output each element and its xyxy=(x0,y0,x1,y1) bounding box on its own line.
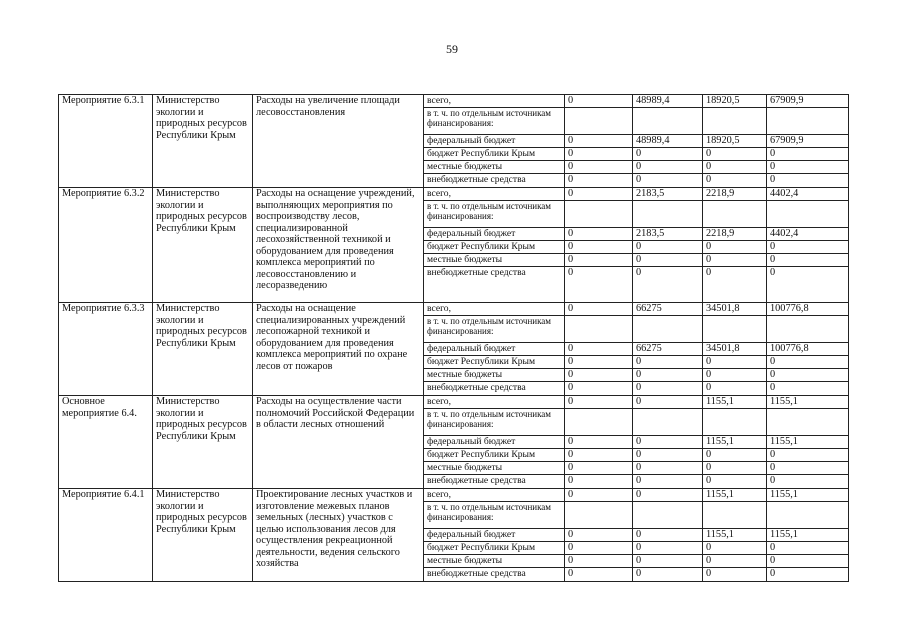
amount-cell: 0 xyxy=(767,148,849,161)
amount-cell: 2183,5 xyxy=(633,188,703,201)
amount-cell xyxy=(767,316,849,343)
amount-cell xyxy=(565,108,633,135)
amount-cell: 0 xyxy=(703,254,767,267)
table-row xyxy=(59,303,849,316)
measure-label: Мероприятие 6.3.2 xyxy=(59,188,153,303)
amount-cell: 0 xyxy=(703,449,767,462)
amount-cell xyxy=(633,201,703,228)
amount-cell: 2218,9 xyxy=(703,188,767,201)
amount-cell: 0 xyxy=(565,369,633,382)
amount-cell: 0 xyxy=(565,475,633,489)
amount-cell xyxy=(633,502,703,529)
funding-source: всего, xyxy=(424,303,565,316)
amount-cell: 0 xyxy=(565,542,633,555)
amount-cell: 18920,5 xyxy=(703,95,767,108)
amount-cell: 0 xyxy=(565,174,633,188)
amount-cell: 0 xyxy=(703,267,767,303)
funding-source: всего, xyxy=(424,396,565,409)
funding-source: бюджет Республики Крым xyxy=(424,356,565,369)
amount-cell: 0 xyxy=(633,148,703,161)
amount-cell: 0 xyxy=(633,489,703,502)
amount-cell: 0 xyxy=(565,135,633,148)
amount-cell xyxy=(703,316,767,343)
amount-cell: 0 xyxy=(767,267,849,303)
amount-cell: 0 xyxy=(703,568,767,582)
funding-source: внебюджетные средства xyxy=(424,174,565,188)
funding-source: федеральный бюджет xyxy=(424,343,565,356)
measure-description: Расходы на оснащение специализированных учреждений лесопожарной техникой и оборудованием для проведения комплекса мероприятий по охране лесов от пожаров xyxy=(253,303,424,396)
funding-source: в т. ч. по отдельным источникам финансирования: xyxy=(424,409,565,436)
amount-cell: 0 xyxy=(633,529,703,542)
funding-source: в т. ч. по отдельным источникам финансирования: xyxy=(424,502,565,529)
amount-cell: 4402,4 xyxy=(767,228,849,241)
amount-cell: 0 xyxy=(565,529,633,542)
amount-cell: 0 xyxy=(565,303,633,316)
amount-cell: 0 xyxy=(767,241,849,254)
amount-cell: 0 xyxy=(565,188,633,201)
amount-cell: 0 xyxy=(565,241,633,254)
amount-cell: 0 xyxy=(633,449,703,462)
amount-cell xyxy=(565,316,633,343)
amount-cell xyxy=(767,201,849,228)
funding-source: бюджет Республики Крым xyxy=(424,148,565,161)
amount-cell: 0 xyxy=(767,568,849,582)
amount-cell: 0 xyxy=(633,436,703,449)
funding-source: всего, xyxy=(424,188,565,201)
amount-cell: 0 xyxy=(565,462,633,475)
amount-cell xyxy=(767,409,849,436)
amount-cell: 34501,8 xyxy=(703,343,767,356)
responsible-agency: Министерство экологии и природных ресурсов Республики Крым xyxy=(153,95,253,188)
amount-cell: 0 xyxy=(565,568,633,582)
amount-cell: 0 xyxy=(565,382,633,396)
funding-source: в т. ч. по отдельным источникам финансирования: xyxy=(424,316,565,343)
amount-cell: 0 xyxy=(633,462,703,475)
amount-cell: 0 xyxy=(633,254,703,267)
amount-cell: 0 xyxy=(633,568,703,582)
amount-cell: 0 xyxy=(703,369,767,382)
page-number: 59 xyxy=(446,42,458,56)
funding-source: местные бюджеты xyxy=(424,462,565,475)
amount-cell: 0 xyxy=(633,356,703,369)
amount-cell: 1155,1 xyxy=(703,436,767,449)
amount-cell xyxy=(703,201,767,228)
measure-description: Расходы на увеличение площади лесовосстановления xyxy=(253,95,424,188)
funding-source: федеральный бюджет xyxy=(424,135,565,148)
amount-cell: 0 xyxy=(565,436,633,449)
amount-cell: 0 xyxy=(565,161,633,174)
amount-cell: 2218,9 xyxy=(703,228,767,241)
responsible-agency: Министерство экологии и природных ресурсов Республики Крым xyxy=(153,396,253,489)
amount-cell: 100776,8 xyxy=(767,303,849,316)
amount-cell: 67909,9 xyxy=(767,135,849,148)
funding-source: внебюджетные средства xyxy=(424,568,565,582)
amount-cell xyxy=(703,108,767,135)
amount-cell: 34501,8 xyxy=(703,303,767,316)
amount-cell: 18920,5 xyxy=(703,135,767,148)
amount-cell: 0 xyxy=(633,475,703,489)
amount-cell: 0 xyxy=(633,555,703,568)
amount-cell xyxy=(767,502,849,529)
measure-label: Мероприятие 6.4.1 xyxy=(59,489,153,582)
funding-source: местные бюджеты xyxy=(424,555,565,568)
responsible-agency: Министерство экологии и природных ресурсов Республики Крым xyxy=(153,303,253,396)
amount-cell: 100776,8 xyxy=(767,343,849,356)
amount-cell: 0 xyxy=(767,542,849,555)
amount-cell: 0 xyxy=(703,174,767,188)
amount-cell: 66275 xyxy=(633,343,703,356)
funding-source: внебюджетные средства xyxy=(424,382,565,396)
amount-cell: 0 xyxy=(633,542,703,555)
responsible-agency: Министерство экологии и природных ресурсов Республики Крым xyxy=(153,489,253,582)
amount-cell xyxy=(565,201,633,228)
amount-cell: 0 xyxy=(767,475,849,489)
amount-cell xyxy=(767,108,849,135)
amount-cell: 0 xyxy=(703,382,767,396)
table-row xyxy=(59,489,849,502)
amount-cell: 66275 xyxy=(633,303,703,316)
funding-source: внебюджетные средства xyxy=(424,475,565,489)
amount-cell: 0 xyxy=(565,396,633,409)
funding-source: бюджет Республики Крым xyxy=(424,241,565,254)
amount-cell: 0 xyxy=(703,241,767,254)
measure-description: Расходы на оснащение учреждений, выполняющих мероприятия по воспроизводству лесов, специализированной лесохозяйственной техникой и оборудованием для проведения комплекса мероприятий по лесовосстановлению и лесоразведению xyxy=(253,188,424,303)
amount-cell xyxy=(703,502,767,529)
funding-source: федеральный бюджет xyxy=(424,529,565,542)
table-row xyxy=(59,188,849,201)
amount-cell: 0 xyxy=(767,254,849,267)
funding-source: внебюджетные средства xyxy=(424,267,565,303)
amount-cell: 0 xyxy=(703,555,767,568)
measure-label: Мероприятие 6.3.3 xyxy=(59,303,153,396)
measure-label: Основное мероприятие 6.4. xyxy=(59,396,153,489)
amount-cell: 0 xyxy=(703,161,767,174)
amount-cell xyxy=(565,502,633,529)
amount-cell: 0 xyxy=(565,555,633,568)
amount-cell: 0 xyxy=(633,174,703,188)
table-body xyxy=(59,95,849,582)
amount-cell: 0 xyxy=(703,462,767,475)
responsible-agency: Министерство экологии и природных ресурсов Республики Крым xyxy=(153,188,253,303)
funding-source: местные бюджеты xyxy=(424,161,565,174)
amount-cell: 0 xyxy=(767,174,849,188)
amount-cell: 0 xyxy=(767,555,849,568)
measure-description: Проектирование лесных участков и изготовление межевых планов земельных (лесных) участков с целью использования лесов для осуществления рекреационной деятельности, ведения сельского хозяйства xyxy=(253,489,424,582)
amount-cell: 0 xyxy=(633,369,703,382)
amount-cell: 0 xyxy=(633,161,703,174)
amount-cell xyxy=(703,409,767,436)
amount-cell: 0 xyxy=(565,95,633,108)
amount-cell: 1155,1 xyxy=(767,529,849,542)
funding-source: в т. ч. по отдельным источникам финансирования: xyxy=(424,201,565,228)
amount-cell: 0 xyxy=(767,449,849,462)
funding-source: местные бюджеты xyxy=(424,254,565,267)
amount-cell: 0 xyxy=(703,148,767,161)
funding-source: бюджет Республики Крым xyxy=(424,542,565,555)
amount-cell: 0 xyxy=(565,449,633,462)
funding-source: всего, xyxy=(424,95,565,108)
amount-cell: 0 xyxy=(633,396,703,409)
amount-cell: 0 xyxy=(565,489,633,502)
amount-cell: 0 xyxy=(767,356,849,369)
table-row xyxy=(59,95,849,108)
amount-cell: 4402,4 xyxy=(767,188,849,201)
funding-source: федеральный бюджет xyxy=(424,436,565,449)
amount-cell: 0 xyxy=(633,241,703,254)
amount-cell: 0 xyxy=(703,542,767,555)
amount-cell: 0 xyxy=(767,462,849,475)
amount-cell: 0 xyxy=(565,228,633,241)
amount-cell: 1155,1 xyxy=(703,396,767,409)
amount-cell: 0 xyxy=(565,356,633,369)
amount-cell: 1155,1 xyxy=(767,396,849,409)
amount-cell: 0 xyxy=(767,382,849,396)
table-row xyxy=(59,396,849,409)
amount-cell: 0 xyxy=(565,148,633,161)
funding-source: в т. ч. по отдельным источникам финансирования: xyxy=(424,108,565,135)
amount-cell: 2183,5 xyxy=(633,228,703,241)
amount-cell: 48989,4 xyxy=(633,95,703,108)
amount-cell: 0 xyxy=(767,161,849,174)
amount-cell: 0 xyxy=(633,382,703,396)
funding-source: всего, xyxy=(424,489,565,502)
amount-cell: 0 xyxy=(565,254,633,267)
amount-cell: 0 xyxy=(703,475,767,489)
amount-cell xyxy=(633,316,703,343)
amount-cell: 1155,1 xyxy=(767,436,849,449)
amount-cell: 0 xyxy=(565,267,633,303)
amount-cell: 67909,9 xyxy=(767,95,849,108)
amount-cell xyxy=(633,409,703,436)
amount-cell: 0 xyxy=(703,356,767,369)
amount-cell: 48989,4 xyxy=(633,135,703,148)
amount-cell: 0 xyxy=(633,267,703,303)
amount-cell: 1155,1 xyxy=(703,529,767,542)
amount-cell xyxy=(565,409,633,436)
funding-source: бюджет Республики Крым xyxy=(424,449,565,462)
amount-cell: 0 xyxy=(565,343,633,356)
funding-source: федеральный бюджет xyxy=(424,228,565,241)
measure-description: Расходы на осуществление части полномочий Российской Федерации в области лесных отношений xyxy=(253,396,424,489)
amount-cell: 1155,1 xyxy=(767,489,849,502)
amount-cell xyxy=(633,108,703,135)
budget-table xyxy=(58,94,849,582)
measure-label: Мероприятие 6.3.1 xyxy=(59,95,153,188)
amount-cell: 1155,1 xyxy=(703,489,767,502)
funding-source: местные бюджеты xyxy=(424,369,565,382)
amount-cell: 0 xyxy=(767,369,849,382)
